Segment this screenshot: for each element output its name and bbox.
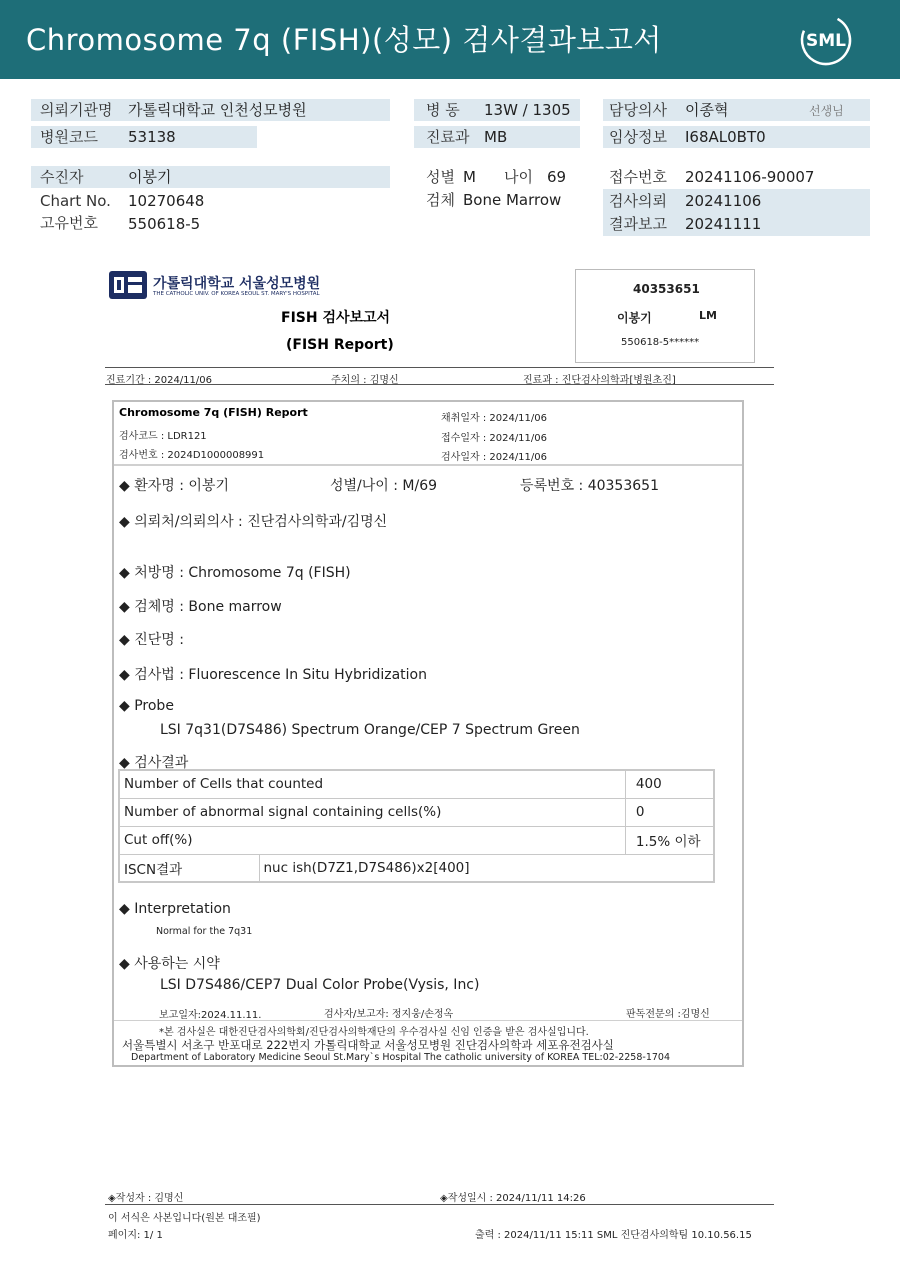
ward-label: 병 동 <box>426 101 460 119</box>
dept-label: 진료과 <box>426 128 470 146</box>
age-label: 나이 <box>504 168 533 186</box>
method-line: ◆ 검사법 : Fluorescence In Situ Hybridization <box>119 667 427 683</box>
report-date: 보고일자:2024.11.11. <box>159 1010 262 1021</box>
prescription-line: ◆ 처방명 : Chromosome 7q (FISH) <box>119 565 351 581</box>
sml-logo-text: SML <box>806 31 846 51</box>
report-header-rule <box>105 367 774 368</box>
test-code: 검사코드 : LDR121 <box>119 431 207 442</box>
unique-no-label: 고유번호 <box>40 214 98 232</box>
institution-value: 가톨릭대학교 인천성모병원 <box>128 101 307 119</box>
probe-detail: LSI 7q31(D7S486) Spectrum Orange/CEP 7 Spectrum Green <box>160 722 580 738</box>
hospital-name: 가톨릭대학교 서울성모병원 <box>153 276 321 292</box>
sml-logo-icon <box>798 12 854 68</box>
report-title: FISH 검사보고서 <box>281 310 391 326</box>
table-cell-value: 400 <box>625 770 714 798</box>
patient-row <box>31 166 390 188</box>
footer-rule <box>105 1204 774 1205</box>
frame-divider-bottom <box>114 1020 742 1021</box>
test-number: 검사번호 : 2024D1000008991 <box>119 450 265 461</box>
table-row <box>119 798 714 826</box>
receipt-value: 20241106-90007 <box>685 168 815 186</box>
treatment-period: 진료기간 : 2024/11/06 <box>106 375 213 386</box>
patient-id-box <box>575 269 755 363</box>
id-rrn: 550618-5****** <box>621 337 700 348</box>
dept-value: MB <box>484 128 508 146</box>
hospital-code-label: 병원코드 <box>40 128 98 146</box>
written-datetime: ◈작성일시 : 2024/11/11 14:26 <box>440 1193 586 1204</box>
specialist: 판독전문의 :김명신 <box>626 1009 710 1020</box>
table-cell-label: Number of abnormal signal containing cells(%) <box>119 798 625 826</box>
requested-value: 20241106 <box>685 192 762 210</box>
table-cell-value: 1.5% 이하 <box>625 826 714 854</box>
title-bar <box>0 0 900 79</box>
reagent-line: ◆ 사용하는 시약 <box>119 956 220 972</box>
specimen-line: ◆ 검체명 : Bone marrow <box>119 599 282 615</box>
specimen-label: 검체 <box>426 191 455 209</box>
ward-value: 13W / 1305 <box>484 101 571 119</box>
table-cell-label: Number of Cells that counted <box>119 770 625 798</box>
report-subtitle: (FISH Report) <box>286 337 394 353</box>
copy-note: 이 서식은 사본입니다(원본 대조필) <box>108 1213 261 1224</box>
institution-label: 의뢰기관명 <box>40 101 113 119</box>
id-name: 이봉기 <box>617 311 652 325</box>
table-row <box>119 770 714 798</box>
chart-no-label: Chart No. <box>40 192 111 210</box>
clinical-label: 임상정보 <box>609 128 667 146</box>
department: 진료과 : 진단검사의학과[병원초진] <box>523 375 676 386</box>
reported-value: 20241111 <box>685 215 762 233</box>
patient-value: 이봉기 <box>128 168 172 186</box>
collected-date: 채취일자 : 2024/11/06 <box>441 413 548 424</box>
table-cell-label: ISCN결과 <box>119 854 259 882</box>
reported-label: 결과보고 <box>609 215 667 233</box>
sex-value: M <box>463 168 476 186</box>
interpretation-line: ◆ Interpretation <box>119 901 231 917</box>
probe-line: ◆ Probe <box>119 698 174 714</box>
reagent-detail: LSI D7S486/CEP7 Dual Color Probe(Vysis, Inc) <box>160 977 480 993</box>
result-line: ◆ 검사결과 <box>119 755 189 771</box>
clinical-value: I68AL0BT0 <box>685 128 766 146</box>
id-reg-no: 40353651 <box>633 282 700 296</box>
sex-label: 성별 <box>426 168 455 186</box>
diagnosis-line: ◆ 진단명 : <box>119 632 184 648</box>
attending-doctor: 주치의 : 김명신 <box>331 375 399 386</box>
interpretation-detail: Normal for the 7q31 <box>156 926 253 937</box>
hospital-logo-icon <box>108 270 148 300</box>
requested-label: 검사의뢰 <box>609 192 667 210</box>
patient-name-line: ◆ 환자명 : 이봉기 <box>119 478 229 494</box>
receipt-label: 접수번호 <box>609 168 667 186</box>
doctor-suffix: 선생님 <box>809 104 844 118</box>
table-row <box>119 826 714 854</box>
chart-no-value: 10270648 <box>128 192 205 210</box>
requester-line: ◆ 의뢰처/의뢰의사 : 진단검사의학과/김명신 <box>119 514 388 530</box>
report-header-rule-2 <box>105 384 774 385</box>
lab-address: 서울특별시 서초구 반포대로 222번지 가톨릭대학교 서울성모병원 진단검사의학과 세포유전검사실 <box>122 1038 614 1052</box>
author: ◈작성자 : 김명신 <box>108 1193 184 1204</box>
doctor-value: 이종혁 <box>685 101 729 119</box>
frame-divider-top <box>114 464 742 466</box>
patient-label: 수진자 <box>40 168 84 186</box>
lab-address-en: Department of Laboratory Medicine Seoul St.Mary`s Hospital The catholic university of KOREA TEL:02-2258-1704 <box>131 1052 671 1063</box>
table-cell-label: Cut off(%) <box>119 826 625 854</box>
page-number: 페이지: 1/ 1 <box>108 1230 163 1241</box>
printed-info: 출력 : 2024/11/11 15:11 SML 진단검사의학팀 10.10.56.15 <box>475 1230 752 1241</box>
specimen-value: Bone Marrow <box>463 191 562 209</box>
table-row <box>119 854 714 882</box>
certification-note: *본 검사실은 대한진단검사의학회/진단검사의학재단의 우수검사실 신임 인증을 받은 검사실입니다. <box>159 1027 589 1038</box>
result-table <box>118 769 715 883</box>
id-sex-code: LM <box>699 309 717 322</box>
unique-no-value: 550618-5 <box>128 215 201 233</box>
reg-number-line: 등록번호 : 40353651 <box>520 478 659 494</box>
age-value: 69 <box>547 168 567 186</box>
received-date: 접수일자 : 2024/11/06 <box>441 433 548 444</box>
page-title: Chromosome 7q (FISH)(성모) 검사결과보고서 <box>26 23 662 57</box>
doctor-label: 담당의사 <box>609 101 667 119</box>
table-cell-value: nuc ish(D7Z1,D7S486)x2[400] <box>259 854 714 882</box>
hospital-subtitle: THE CATHOLIC UNIV. OF KOREA SEOUL ST. MARY'S HOSPITAL <box>153 291 320 297</box>
examiner: 검사자/보고자: 정지웅/손정옥 <box>324 1009 454 1020</box>
sex-age-line: 성별/나이 : M/69 <box>330 478 438 494</box>
table-cell-value: 0 <box>625 798 714 826</box>
test-name: Chromosome 7q (FISH) Report <box>119 406 308 419</box>
hospital-code-value: 53138 <box>128 128 176 146</box>
tested-date: 검사일자 : 2024/11/06 <box>441 452 548 463</box>
